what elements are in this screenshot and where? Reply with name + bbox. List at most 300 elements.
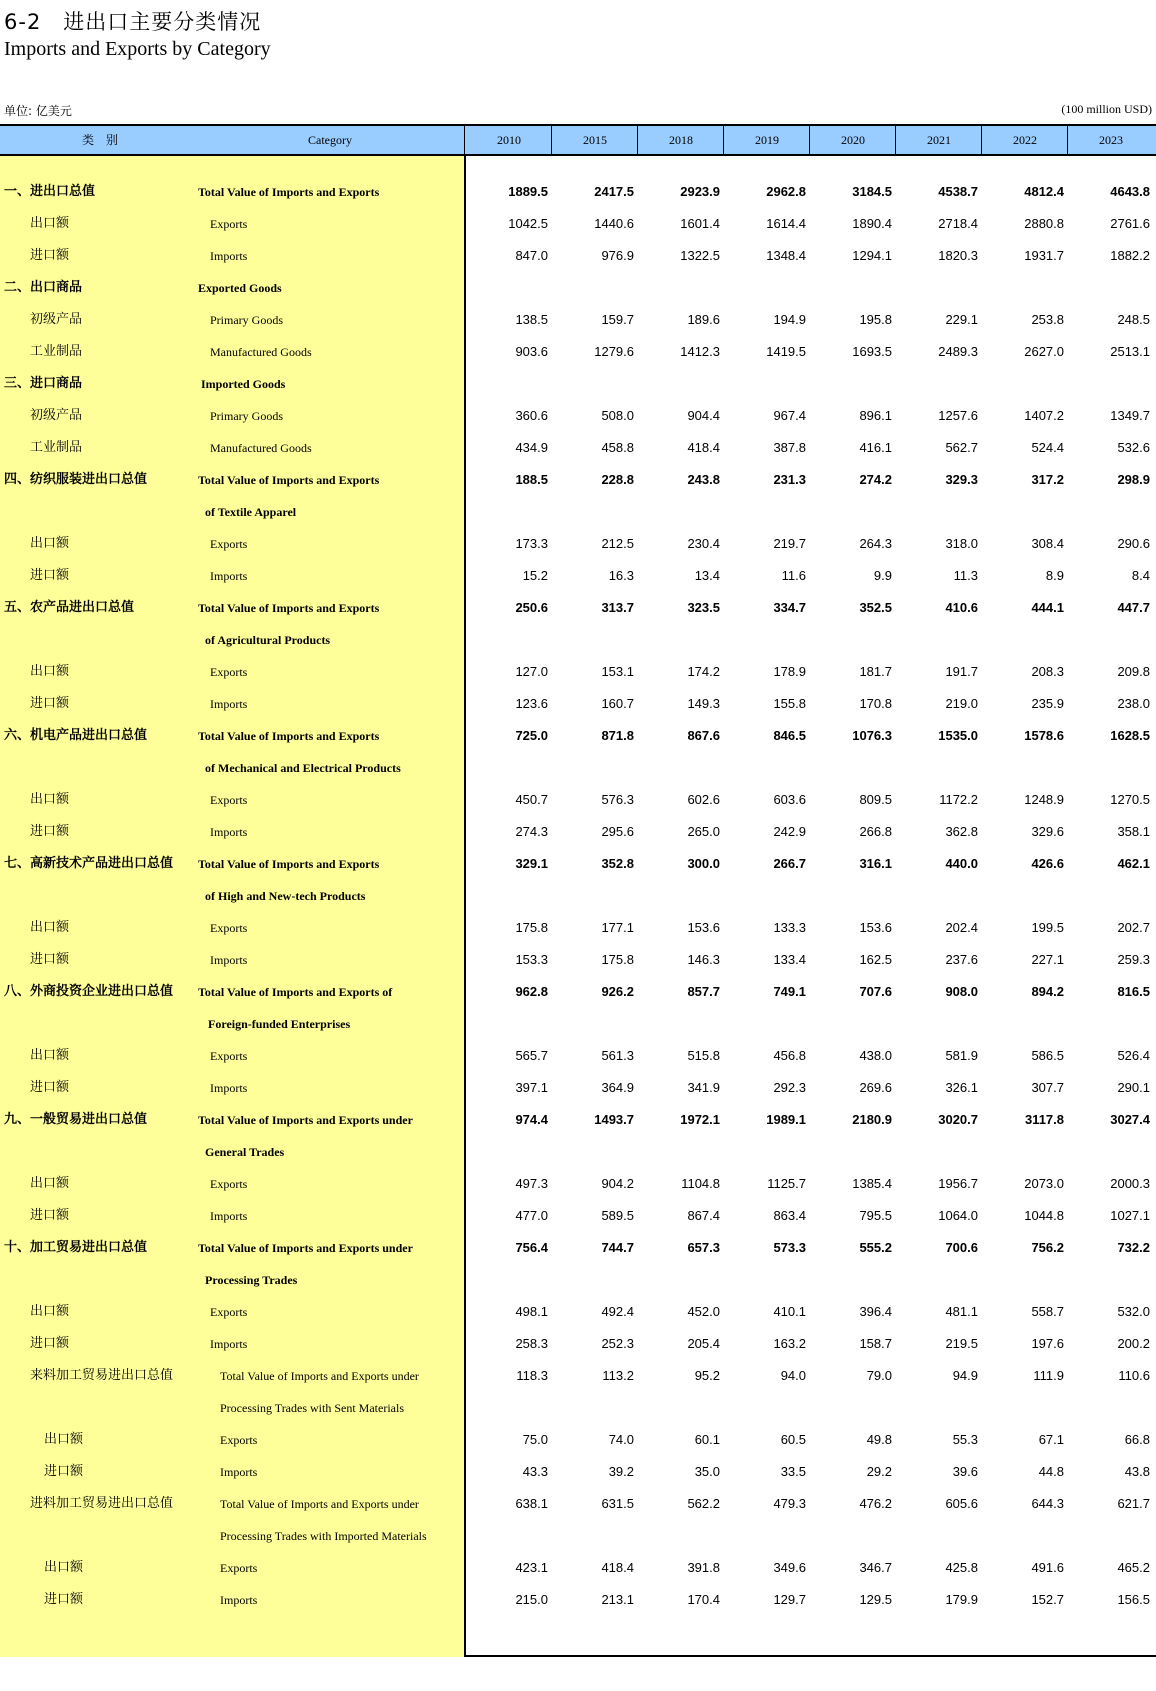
value-cell: 153.3 [515,952,548,967]
value-cell: 1270.5 [1110,792,1150,807]
header-year: 2021 [927,133,951,147]
value-cell: 274.3 [515,824,548,839]
category-en: Total Value of Imports and Exports [198,601,380,615]
unit-label-zh: 单位: 亿美元 [4,104,72,118]
value-cell: 926.2 [601,984,634,999]
category-en: Imports [210,569,248,583]
value-cell: 976.9 [601,248,634,263]
category-en: Imports [220,1465,258,1479]
value-cell: 450.7 [515,792,548,807]
table-row [0,688,1156,720]
value-cell: 13.4 [694,568,720,583]
category-en: Exports [220,1433,258,1447]
value-cell: 1407.2 [1024,408,1064,423]
category-en: Imports [210,825,248,839]
category-en: Total Value of Imports and Exports of [198,985,393,999]
value-cell: 465.2 [1117,1560,1150,1575]
category-en: Imports [210,1081,248,1095]
category-zh: 出口额 [30,216,70,231]
value-cell: 158.7 [859,1336,892,1351]
value-cell: 562.2 [687,1496,720,1511]
value-cell: 515.8 [687,1048,720,1063]
value-cell: 228.8 [601,472,634,487]
value-cell: 66.8 [1124,1432,1150,1447]
category-en: Exports [210,217,248,231]
value-cell: 908.0 [945,984,978,999]
table-row [0,976,1156,1008]
table-row [0,208,1156,240]
value-cell: 133.4 [773,952,806,967]
value-cell: 191.7 [945,664,978,679]
value-cell: 707.6 [859,984,892,999]
value-cell: 397.1 [515,1080,548,1095]
value-cell: 307.7 [1031,1080,1064,1095]
table-row [0,528,1156,560]
header-divider [464,126,465,154]
value-cell: 573.3 [773,1240,806,1255]
table-row [0,912,1156,944]
category-zh: 出口额 [30,920,70,935]
value-cell: 175.8 [601,952,634,967]
table-row [0,848,1156,880]
value-cell: 43.3 [522,1464,548,1479]
value-cell: 290.1 [1117,1080,1150,1095]
table-row [0,624,1156,656]
value-cell: 492.4 [601,1304,634,1319]
table-row [0,1328,1156,1360]
value-cell: 146.3 [687,952,720,967]
value-cell: 39.2 [608,1464,634,1479]
category-en: Exports [210,537,248,551]
value-cell: 1412.3 [680,344,720,359]
value-cell: 43.8 [1124,1464,1150,1479]
value-cell: 269.6 [859,1080,892,1095]
value-cell: 444.1 [1031,600,1064,615]
page-title-en: Imports and Exports by Category [4,38,271,60]
value-cell: 123.6 [515,696,548,711]
category-zh: 进口额 [30,952,70,967]
table-row [0,592,1156,624]
value-cell: 816.5 [1117,984,1150,999]
value-cell: 175.8 [515,920,548,935]
category-en: Exports [210,1177,248,1191]
category-zh: 六、机电产品进出口总值 [4,728,148,743]
value-cell: 205.4 [687,1336,720,1351]
value-cell: 49.8 [866,1432,892,1447]
value-cell: 1294.1 [852,248,892,263]
table-row [0,784,1156,816]
category-en: Imports [220,1593,258,1607]
value-cell: 526.4 [1117,1048,1150,1063]
value-cell: 55.3 [952,1432,978,1447]
value-cell: 197.6 [1031,1336,1064,1351]
value-cell: 2962.8 [766,184,806,199]
table-row [0,656,1156,688]
category-en: Imports [210,697,248,711]
value-cell: 894.2 [1031,984,1064,999]
value-cell: 162.5 [859,952,892,967]
value-cell: 1064.0 [938,1208,978,1223]
value-cell: 35.0 [694,1464,720,1479]
category-zh: 五、农产品进出口总值 [4,600,135,615]
category-zh: 出口额 [44,1432,84,1447]
table-row [0,1104,1156,1136]
value-cell: 2761.6 [1110,216,1150,231]
data-table [0,124,1156,1657]
value-cell: 230.4 [687,536,720,551]
value-cell: 863.4 [773,1208,806,1223]
value-cell: 149.3 [687,696,720,711]
table-row [0,240,1156,272]
value-cell: 308.4 [1031,536,1064,551]
value-cell: 16.3 [608,568,634,583]
category-en: Total Value of Imports and Exports under [198,1241,413,1255]
value-cell: 209.8 [1117,664,1150,679]
table-row [0,1072,1156,1104]
table-row [0,1200,1156,1232]
value-cell: 867.6 [687,728,720,743]
category-en: Total Value of Imports and Exports under [220,1369,419,1383]
category-zh: 来料加工贸易进出口总值 [30,1368,174,1383]
value-cell: 352.5 [859,600,892,615]
category-en: Exports [220,1561,258,1575]
value-cell: 152.7 [1031,1592,1064,1607]
value-cell: 253.8 [1031,312,1064,327]
value-cell: 700.6 [945,1240,978,1255]
value-cell: 725.0 [515,728,548,743]
category-en: Exports [210,1305,248,1319]
value-cell: 904.2 [601,1176,634,1191]
value-cell: 1027.1 [1110,1208,1150,1223]
table-row [0,944,1156,976]
value-cell: 94.0 [780,1368,806,1383]
value-cell: 586.5 [1031,1048,1064,1063]
value-cell: 1601.4 [680,216,720,231]
value-cell: 202.7 [1117,920,1150,935]
value-cell: 476.2 [859,1496,892,1511]
category-zh: 进口额 [30,1208,70,1223]
value-cell: 434.9 [515,440,548,455]
header-category-en: Category [308,133,352,147]
value-cell: 219.7 [773,536,806,551]
value-cell: 2718.4 [938,216,978,231]
table-row [0,272,1156,304]
value-cell: 60.1 [694,1432,720,1447]
value-cell: 178.9 [773,664,806,679]
value-cell: 749.1 [773,984,806,999]
category-zh: 出口额 [30,536,70,551]
value-cell: 562.7 [945,440,978,455]
value-cell: 1385.4 [852,1176,892,1191]
value-cell: 129.5 [859,1592,892,1607]
table-row [0,880,1156,912]
value-cell: 602.6 [687,792,720,807]
value-cell: 219.0 [945,696,978,711]
category-en: of High and New-tech Products [205,889,366,903]
value-cell: 857.7 [687,984,720,999]
header-year: 2015 [583,133,607,147]
value-cell: 155.8 [773,696,806,711]
value-cell: 1279.6 [594,344,634,359]
category-en: Imports [210,249,248,263]
value-cell: 215.0 [515,1592,548,1607]
value-cell: 60.5 [780,1432,806,1447]
value-cell: 39.6 [952,1464,978,1479]
value-cell: 235.9 [1031,696,1064,711]
value-cell: 532.6 [1117,440,1150,455]
value-cell: 15.2 [522,568,548,583]
value-cell: 29.2 [866,1464,892,1479]
category-zh: 出口额 [30,792,70,807]
category-zh: 出口额 [44,1560,84,1575]
value-cell: 603.6 [773,792,806,807]
table-row [0,304,1156,336]
category-zh: 三、进口商品 [4,376,83,391]
value-cell: 418.4 [601,1560,634,1575]
category-zh: 进口额 [30,1080,70,1095]
value-cell: 447.7 [1117,600,1150,615]
value-cell: 188.5 [515,472,548,487]
category-en: Processing Trades with Sent Materials [220,1401,404,1415]
value-cell: 904.4 [687,408,720,423]
value-cell: 163.2 [773,1336,806,1351]
value-cell: 329.3 [945,472,978,487]
value-cell: 329.1 [515,856,548,871]
value-cell: 391.8 [687,1560,720,1575]
value-cell: 456.8 [773,1048,806,1063]
value-cell: 1248.9 [1024,792,1064,807]
category-en: Total Value of Imports and Exports under [220,1497,419,1511]
value-cell: 95.2 [694,1368,720,1383]
page-title-zh: 6-2 进出口主要分类情况 [4,10,262,34]
value-cell: 1956.7 [938,1176,978,1191]
value-cell: 313.7 [601,600,634,615]
value-cell: 1419.5 [766,344,806,359]
value-cell: 809.5 [859,792,892,807]
value-cell: 479.3 [773,1496,806,1511]
value-cell: 410.6 [945,600,978,615]
header-year: 2023 [1099,133,1123,147]
category-zh: 进口额 [44,1592,84,1607]
table-row [0,560,1156,592]
value-cell: 477.0 [515,1208,548,1223]
value-cell: 212.5 [601,536,634,551]
category-zh: 八、外商投资企业进出口总值 [4,984,174,999]
value-cell: 138.5 [515,312,548,327]
value-cell: 1348.4 [766,248,806,263]
table-row [0,1296,1156,1328]
table-row [0,1584,1156,1616]
table-row [0,176,1156,208]
table-row [0,1264,1156,1296]
value-cell: 292.3 [773,1080,806,1095]
value-cell: 1125.7 [767,1176,806,1191]
value-cell: 438.0 [859,1048,892,1063]
value-cell: 1578.6 [1024,728,1064,743]
table-row [0,1008,1156,1040]
value-cell: 1972.1 [680,1112,720,1127]
table-row [0,400,1156,432]
value-cell: 3117.8 [1024,1112,1064,1127]
category-en: Exported Goods [198,281,282,295]
value-cell: 170.8 [859,696,892,711]
value-cell: 3184.5 [852,184,892,199]
value-cell: 364.9 [601,1080,634,1095]
value-cell: 657.3 [687,1240,720,1255]
value-cell: 133.3 [773,920,806,935]
value-cell: 33.5 [780,1464,806,1479]
category-zh: 进口额 [44,1464,84,1479]
value-cell: 360.6 [515,408,548,423]
value-cell: 266.7 [773,856,806,871]
value-cell: 11.3 [953,568,978,583]
value-cell: 179.9 [945,1592,978,1607]
value-cell: 1989.1 [766,1112,806,1127]
category-en: Exports [210,1049,248,1063]
table-row [0,720,1156,752]
category-en: Exports [210,665,248,679]
value-cell: 3020.7 [938,1112,978,1127]
value-cell: 258.3 [515,1336,548,1351]
category-en: Imports [210,953,248,967]
value-cell: 352.8 [601,856,634,871]
value-cell: 11.6 [781,568,806,583]
category-zh: 进口额 [30,1336,70,1351]
value-cell: 452.0 [687,1304,720,1319]
value-cell: 555.2 [859,1240,892,1255]
value-cell: 638.1 [515,1496,548,1511]
value-cell: 967.4 [773,408,806,423]
category-en: General Trades [205,1145,285,1159]
category-zh: 进口额 [30,696,70,711]
value-cell: 962.8 [515,984,548,999]
table-row [0,464,1156,496]
table-row [0,752,1156,784]
category-en: Total Value of Imports and Exports [198,473,380,487]
value-cell: 316.1 [859,856,892,871]
value-cell: 565.7 [515,1048,548,1063]
value-cell: 2073.0 [1024,1176,1064,1191]
category-en: Exports [210,921,248,935]
value-cell: 248.5 [1117,312,1150,327]
value-cell: 418.4 [687,440,720,455]
value-cell: 153.6 [687,920,720,935]
table-row [0,1232,1156,1264]
value-cell: 458.8 [601,440,634,455]
value-cell: 4538.7 [938,184,978,199]
category-en: of Mechanical and Electrical Products [205,761,401,775]
value-cell: 1628.5 [1110,728,1150,743]
category-en: Primary Goods [210,409,283,423]
category-en: Processing Trades with Imported Materials [220,1529,427,1543]
table-row [0,1392,1156,1424]
category-en: Exports [210,793,248,807]
value-cell: 181.7 [859,664,892,679]
value-cell: 2000.3 [1110,1176,1150,1191]
value-cell: 974.4 [515,1112,548,1127]
category-en: Primary Goods [210,313,283,327]
value-cell: 1890.4 [852,216,892,231]
value-cell: 237.6 [945,952,978,967]
value-cell: 497.3 [515,1176,548,1191]
category-en: Manufactured Goods [210,345,312,359]
value-cell: 1349.7 [1110,408,1150,423]
value-cell: 644.3 [1031,1496,1064,1511]
value-cell: 1172.2 [939,792,978,807]
value-cell: 481.1 [945,1304,978,1319]
value-cell: 111.9 [1033,1368,1064,1383]
category-zh: 二、出口商品 [4,280,83,295]
value-cell: 229.1 [945,312,978,327]
value-cell: 358.1 [1117,824,1150,839]
value-cell: 160.7 [601,696,634,711]
value-cell: 1931.7 [1024,248,1064,263]
value-cell: 756.4 [515,1240,548,1255]
value-cell: 334.7 [773,600,806,615]
value-cell: 1535.0 [938,728,978,743]
value-cell: 425.8 [945,1560,978,1575]
table-row [0,1488,1156,1520]
value-cell: 903.6 [515,344,548,359]
value-cell: 252.3 [601,1336,634,1351]
category-en: of Agricultural Products [205,633,331,647]
value-cell: 159.7 [601,312,634,327]
value-cell: 300.0 [687,856,720,871]
value-cell: 265.0 [687,824,720,839]
header-year: 2020 [841,133,865,147]
value-cell: 1322.5 [680,248,720,263]
value-cell: 396.4 [859,1304,892,1319]
value-cell: 9.9 [873,568,892,583]
value-cell: 605.6 [945,1496,978,1511]
value-cell: 317.2 [1031,472,1064,487]
value-cell: 576.3 [601,792,634,807]
table-row [0,1360,1156,1392]
value-cell: 362.8 [945,824,978,839]
table-row [0,336,1156,368]
value-cell: 156.5 [1117,1592,1150,1607]
value-cell: 1257.6 [938,408,978,423]
value-cell: 4643.8 [1110,184,1150,199]
value-cell: 238.0 [1117,696,1150,711]
value-cell: 846.5 [773,728,806,743]
table-row [0,816,1156,848]
category-en: Imported Goods [201,377,286,391]
table-row [0,432,1156,464]
value-cell: 498.1 [515,1304,548,1319]
value-cell: 118.3 [516,1368,548,1383]
category-en: of Textile Apparel [205,505,297,519]
category-zh: 工业制品 [30,344,83,359]
category-zh: 九、一般贸易进出口总值 [4,1112,148,1127]
table-row [0,1552,1156,1584]
category-en: Total Value of Imports and Exports [198,857,380,871]
value-cell: 153.1 [601,664,634,679]
value-cell: 290.6 [1117,536,1150,551]
value-cell: 440.0 [945,856,978,871]
unit-label-en: (100 million USD) [1061,102,1152,116]
category-zh: 出口额 [30,1176,70,1191]
category-zh: 初级产品 [30,312,83,327]
table-row [0,1040,1156,1072]
category-zh: 进料加工贸易进出口总值 [30,1496,174,1511]
table-row [0,1520,1156,1552]
value-cell: 561.3 [601,1048,634,1063]
value-cell: 410.1 [773,1304,806,1319]
category-zh: 工业制品 [30,440,83,455]
value-cell: 1076.3 [852,728,892,743]
value-cell: 194.9 [773,312,806,327]
